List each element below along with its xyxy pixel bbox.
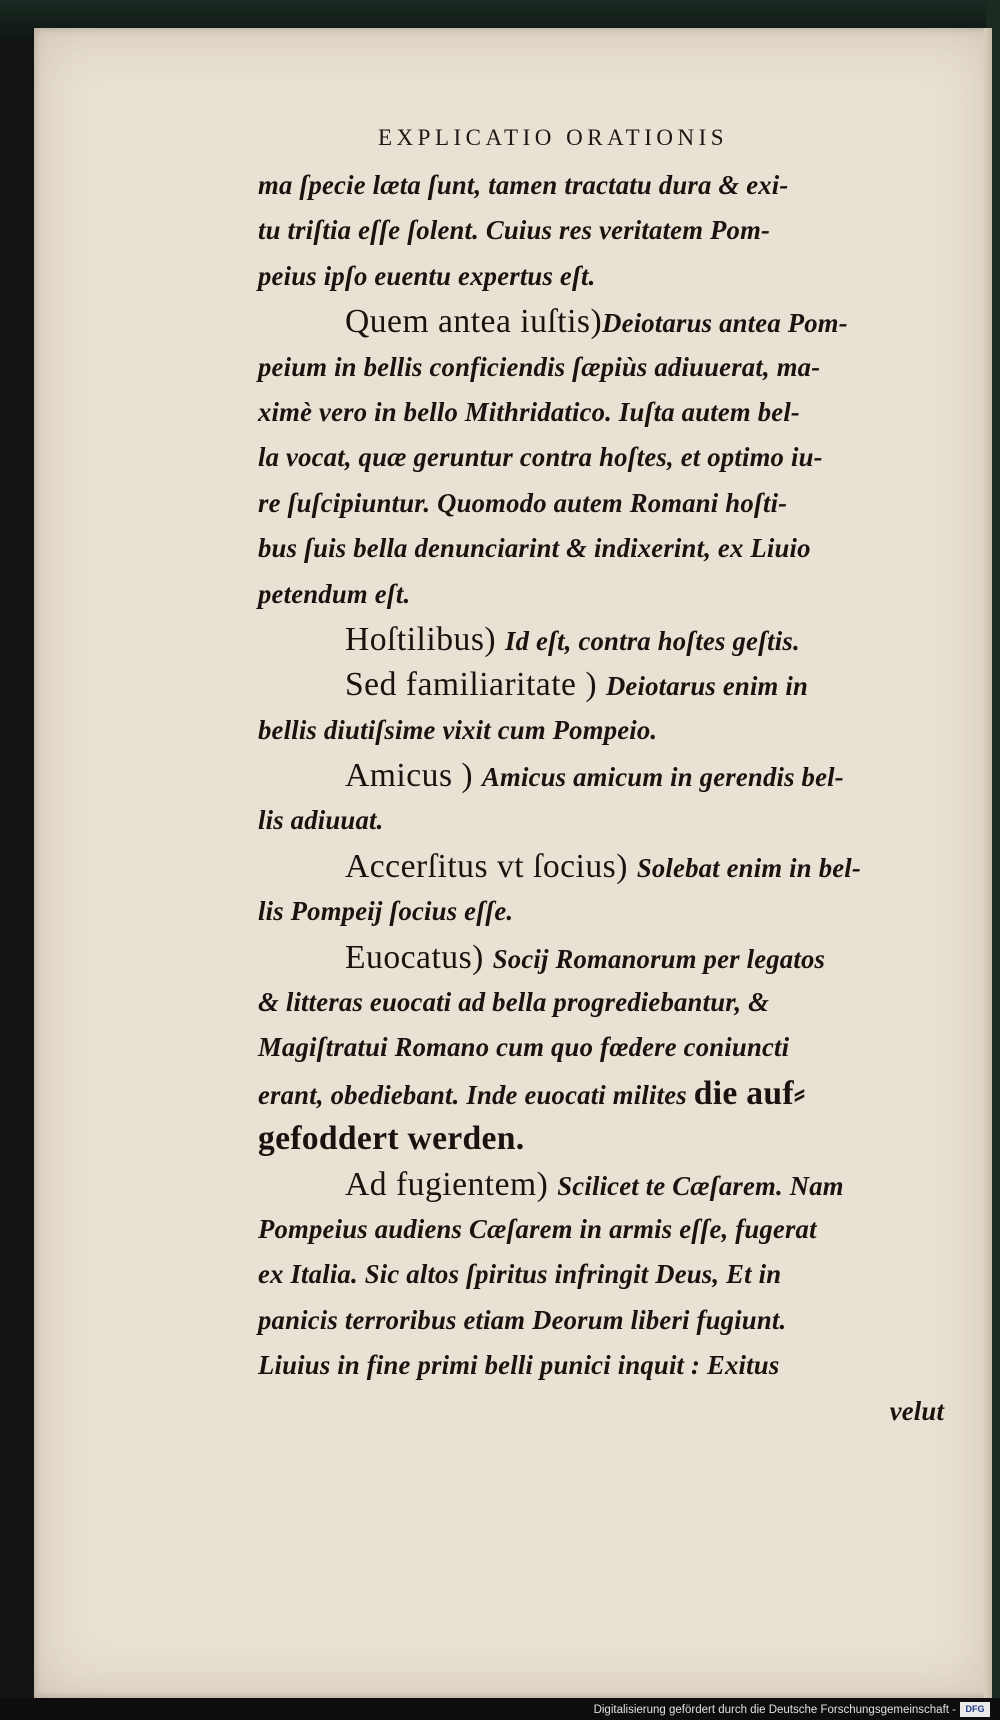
- commentary-text: ximè vero in bello Mithridatico. Iuſta autem bel-: [258, 396, 801, 427]
- dfg-logo-icon: DFG: [960, 1702, 990, 1717]
- page-edge: [984, 28, 992, 1698]
- commentary-text: velut: [889, 1395, 945, 1426]
- text-line: [258, 390, 950, 435]
- text-line: [258, 1116, 950, 1161]
- lemma: Accerſitus vt ſocius): [344, 847, 637, 885]
- text-line: [258, 1162, 950, 1207]
- commentary-text: bellis diutiſsime vixit cum Pompeio.: [258, 714, 658, 745]
- text-line: [258, 1071, 950, 1116]
- commentary-text: petendum eſt.: [258, 578, 411, 609]
- digitization-credit: Digitalisierung gefördert durch die Deutsche Forschungsgemeinschaft -: [593, 1704, 956, 1716]
- footer-bar: [0, 1698, 1000, 1720]
- commentary-text: panicis terroribus etiam Deorum liberi fugiunt.: [258, 1304, 787, 1335]
- blackletter-text: gefoddert werden.: [258, 1120, 525, 1158]
- text-line: [258, 1389, 950, 1434]
- commentary-text: Solebat enim in bel-: [636, 852, 861, 883]
- commentary-text: Id eſt, contra hoſtes geſtis.: [504, 625, 800, 656]
- text-line: [258, 1343, 950, 1388]
- lemma: Ad fugientem): [344, 1165, 558, 1203]
- text-line: [258, 208, 950, 253]
- commentary-text: lis Pompeij ſocius eſſe.: [258, 896, 514, 927]
- text-line: [258, 1025, 950, 1070]
- commentary-text: bus ſuis bella denunciarint & indixerint, ex Liuio: [258, 533, 811, 564]
- text-line: [258, 980, 950, 1025]
- text-line: [258, 1207, 950, 1252]
- commentary-text: peium in bellis conficiendis ſæpiùs adiuuerat, ma-: [258, 351, 821, 382]
- text-line: [258, 163, 950, 208]
- commentary-text: peius ipſo euentu expertus eſt.: [258, 260, 596, 291]
- lemma: Amicus ): [344, 757, 483, 795]
- text-line: [258, 526, 950, 571]
- text-line: [258, 481, 950, 526]
- commentary-text: Amicus amicum in gerendis bel-: [482, 762, 844, 793]
- blackletter-text: die auf⸗: [693, 1074, 806, 1112]
- text-line: [258, 798, 950, 843]
- commentary-text: Pompeius audiens Cæſarem in armis eſſe, fugerat: [258, 1213, 817, 1244]
- lemma: Hoſtilibus): [344, 620, 505, 658]
- running-head: EXPLICATIO ORATIONIS: [378, 125, 729, 150]
- commentary-text: Liuius in fine primi belli punici inquit : Exitus: [258, 1350, 780, 1381]
- text-line: [258, 662, 950, 707]
- text-line: [258, 753, 950, 798]
- lemma: Quem antea iuſtis): [344, 303, 603, 341]
- text-line: [258, 844, 950, 889]
- commentary-text: Socij Romanorum per legatos: [492, 943, 826, 974]
- lemma: Euocatus): [344, 938, 493, 976]
- text-line: [258, 299, 950, 344]
- commentary-text: Deiotarus enim in: [605, 671, 809, 702]
- page-text: [258, 163, 958, 1434]
- commentary-text: tu triſtia eſſe ſolent. Cuius res veritatem Pom-: [258, 215, 771, 246]
- commentary-text: Scilicet te Cæſarem. Nam: [557, 1170, 844, 1201]
- text-line: [258, 572, 950, 617]
- text-line: [258, 617, 950, 662]
- commentary-text: ma ſpecie læta ſunt, tamen tractatu dura & exi-: [258, 170, 789, 200]
- text-line: [258, 889, 950, 934]
- commentary-text: Deiotarus antea Pom-: [602, 308, 848, 339]
- commentary-text: lis adiuuat.: [258, 805, 384, 836]
- text-line: [258, 1252, 950, 1297]
- text-line: [258, 935, 950, 980]
- lemma: Sed familiaritate ): [344, 666, 606, 704]
- commentary-text: la vocat, quæ geruntur contra hoſtes, et optimo iu-: [258, 442, 823, 473]
- commentary-text: Magiſtratui Romano cum quo fœdere coniuncti: [258, 1032, 790, 1063]
- text-line: [258, 345, 950, 390]
- text-line: [258, 254, 950, 299]
- commentary-text: erant, obediebant. Inde euocati milites: [258, 1079, 694, 1110]
- text-line: [258, 1298, 950, 1343]
- text-line: [258, 708, 950, 753]
- commentary-text: re ſuſcipiuntur. Quomodo autem Romani hoſti-: [258, 487, 788, 518]
- commentary-text: & litteras euocati ad bella progrediebantur, &: [258, 987, 770, 1018]
- text-line: [258, 435, 950, 480]
- commentary-text: ex Italia. Sic altos ſpiritus infringit Deus, Et in: [258, 1259, 782, 1290]
